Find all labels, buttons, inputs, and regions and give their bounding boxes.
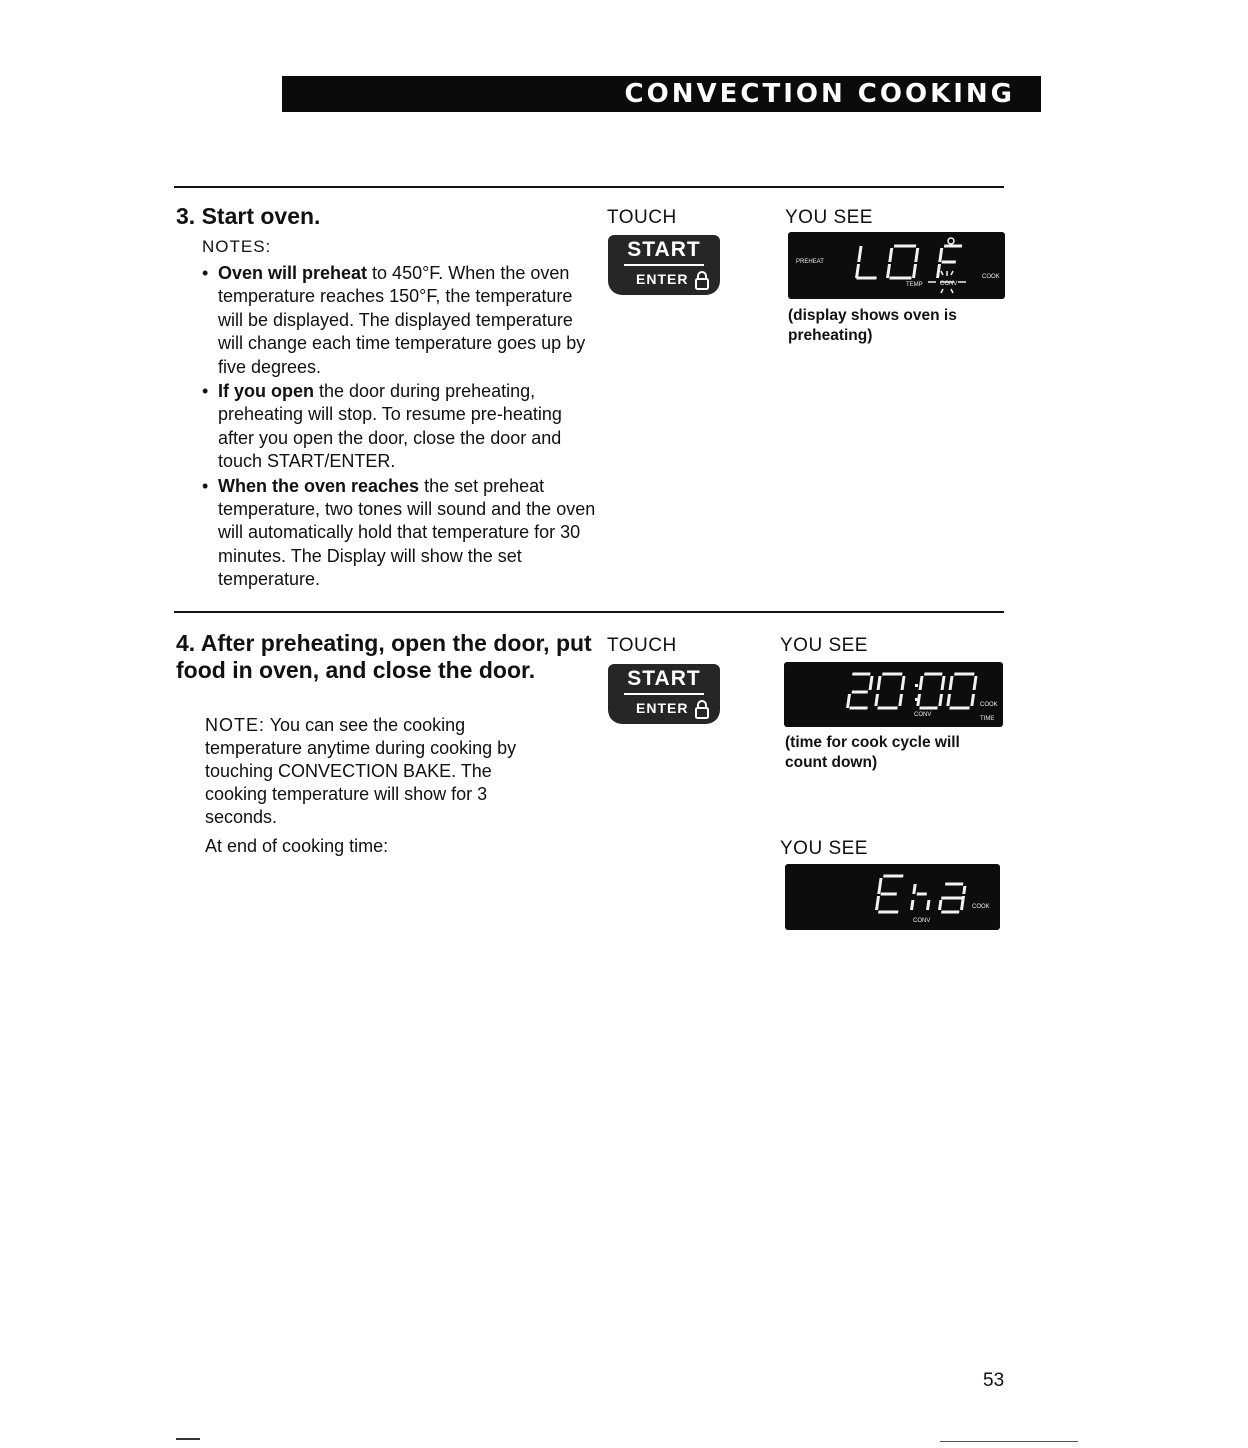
notes-label: NOTES: [202,237,272,256]
note-item: • When the oven reaches the set preheat temperature, two tones will sound and the oven will automatically hold that temperature for 30 minutes. The Display will show the set temperature. [202,475,596,590]
svg-text:CONV: CONV [914,712,932,718]
step4-title: 4. After preheating, open the door, put food in oven, and close the door. [176,630,592,683]
svg-text:CONV: CONV [940,281,958,287]
enter-label: ENTER [636,700,689,716]
oven-display-end [785,864,1000,930]
note-label: NOTE: [205,715,266,735]
divider-step4 [174,611,1004,613]
oven-display-preheat [788,232,1005,299]
touch-label: TOUCH [607,207,677,228]
section-header [282,76,1041,112]
lock-icon [694,699,710,719]
page-number: 53 [983,1370,1005,1391]
lock-icon [694,270,710,290]
display-caption: (display shows oven is preheating) [788,307,957,344]
end-of-cooking-text: At end of cooking time: [205,836,389,856]
start-enter-button[interactable] [608,235,720,295]
you-see-label: YOU SEE [785,207,873,228]
note-item: • Oven will preheat to 450°F. When the oven temperature reaches 150°F, the temperature will be displayed. The displayed temperature will change each time temperature goes up by five degrees. [202,263,586,377]
svg-text:CONV: CONV [913,918,931,924]
divider-step3 [174,186,1004,188]
you-see-label: YOU SEE [780,635,868,656]
start-enter-button[interactable] [608,664,720,724]
notes-list [200,262,600,593]
section-title: CONVECTION COOKING [624,79,1015,109]
step3-title: 3. Start oven. [176,203,321,229]
oven-display-cook-time [784,662,1003,727]
start-label: START [627,667,701,690]
footer-rule [940,1441,1078,1442]
svg-text:COOK: COOK [980,702,998,708]
note-text: You can see the cooking temperature anytime during cooking by touching CONVECTION BAKE. The cooking temperature will show for 3 seconds. [205,715,517,827]
footer-mark [176,1438,200,1440]
note-item: • If you open the door during preheating, preheating will stop. To resume pre-heating after you open the door, close the door and touch START/ENTER. [202,381,562,472]
start-label: START [627,238,701,261]
display-caption: (time for cook cycle will count down) [785,734,960,771]
svg-text:COOK: COOK [972,904,990,910]
cooking-note [205,714,545,829]
touch-label: TOUCH [607,635,677,656]
svg-text:TIME: TIME [980,716,995,722]
svg-text:PREHEAT: PREHEAT [796,259,824,265]
svg-text:COOK: COOK [982,274,1000,280]
you-see-label: YOU SEE [780,838,868,859]
svg-text:TEMP: TEMP [906,282,923,288]
enter-label: ENTER [636,271,689,287]
